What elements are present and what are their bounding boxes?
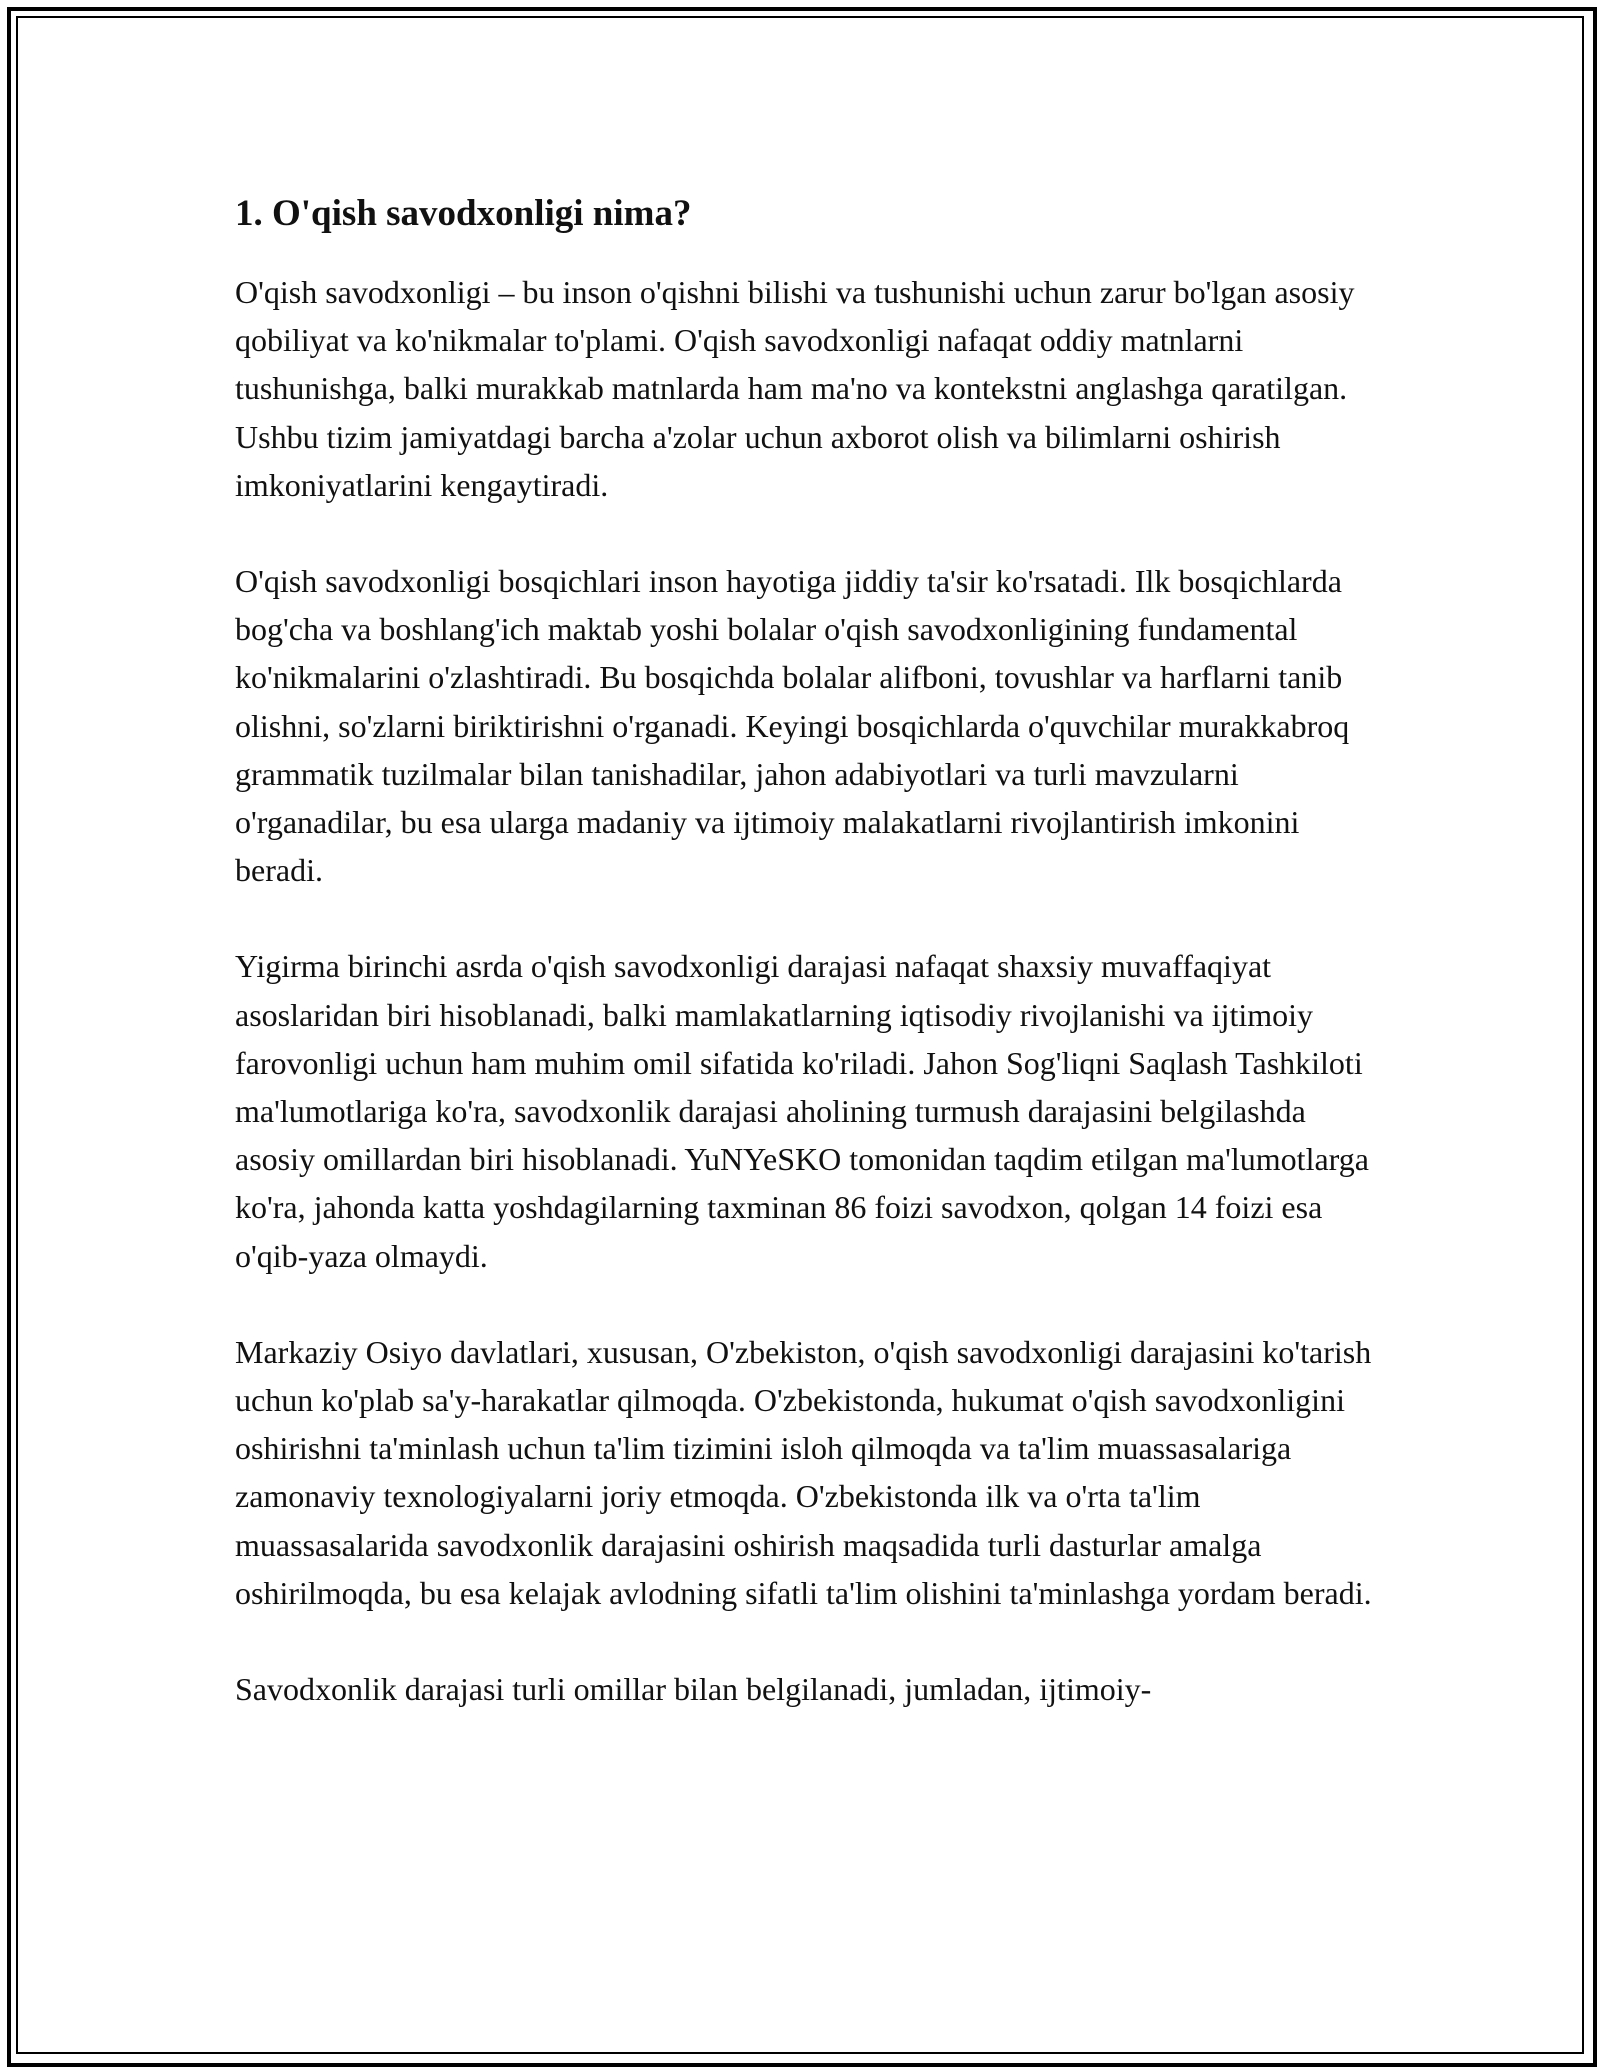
document-body: [235, 186, 1380, 1713]
paragraph-stages: O'qish savodxonligi bosqichlari inson hayotiga jiddiy ta'sir ko'rsatadi. Ilk bosqichlarda bog'cha va boshlang'ich maktab yoshi bolalar o'qish savodxonligining fundamental ko'nikmalarini o'zlashtiradi. Bu bosqichda bolalar alifboni, tovushlar va harflarni tanib olishni, so'zlarni biriktirishni o'rganadi. Keyingi bosqichlarda o'quvchilar murakkabroq grammatik tuzilmalar bilan tanishadilar, jahon adabiyotlari va turli mavzularni o'rganadilar, bu esa ularga madaniy va ijtimoiy malakatlarni rivojlantirish imkonini beradi.: [235, 563, 1350, 889]
paragraph-factors: Savodxonlik darajasi turli omillar bilan belgilanadi, jumladan, ijtimoiy-: [235, 1671, 1152, 1708]
section-heading: 1. O'qish savodxonligi nima?: [235, 193, 692, 234]
paragraph-global-statistics: Yigirma birinchi asrda o'qish savodxonligi darajasi nafaqat shaxsiy muvaffaqiyat asoslaridan biri hisoblanadi, balki mamlakatlarning iqtisodiy rivojlanishi va ijtimoiy farovonligi uchun ham muhim omil sifatida ko'riladi. Jahon Sog'liqni Saqlash Tashkiloti ma'lumotlariga ko'ra, savodxonlik darajasi aholining turmush darajasini belgilashda asosiy omillardan biri hisoblanadi. YuNYeSKO tomonidan taqdim etilgan ma'lumotlarga ko'ra, jahonda katta yoshdagilarning taxminan 86 foizi savodxon, qolgan 14 foizi esa o'qib-yaza olmaydi.: [235, 948, 1369, 1274]
paragraph-definition: O'qish savodxonligi – bu inson o'qishni bilishi va tushunishi uchun zarur bo'lgan asosiy qobiliyat va ko'nikmalar to'plami. O'qish savodxonligi nafaqat oddiy matnlarni tushunishga, balki murakkab matnlarda ham ma'no va kontekstni anglashga qaratilgan. Ushbu tizim jamiyatdagi barcha a'zolar uchun axborot olish va bilimlarni oshirish imkoniyatlarini kengaytiradi.: [235, 274, 1355, 503]
paragraph-uzbekistan: Markaziy Osiyo davlatlari, xususan, O'zbekiston, o'qish savodxonligi darajasini ko'tarish uchun ko'plab sa'y-harakatlar qilmoqda. O'zbekistonda, hukumat o'qish savodxonligini oshirishni ta'minlash uchun ta'lim tizimini isloh qilmoqda va ta'lim muassasalariga zamonaviy texnologiyalarni joriy etmoqda. O'zbekistonda ilk va o'rta ta'lim muassasalarida savodxonlik darajasini oshirish maqsadida turli dasturlar amalga oshirilmoqda, bu esa kelajak avlodning sifatli ta'lim olishini ta'minlashga yordam beradi.: [235, 1333, 1372, 1611]
